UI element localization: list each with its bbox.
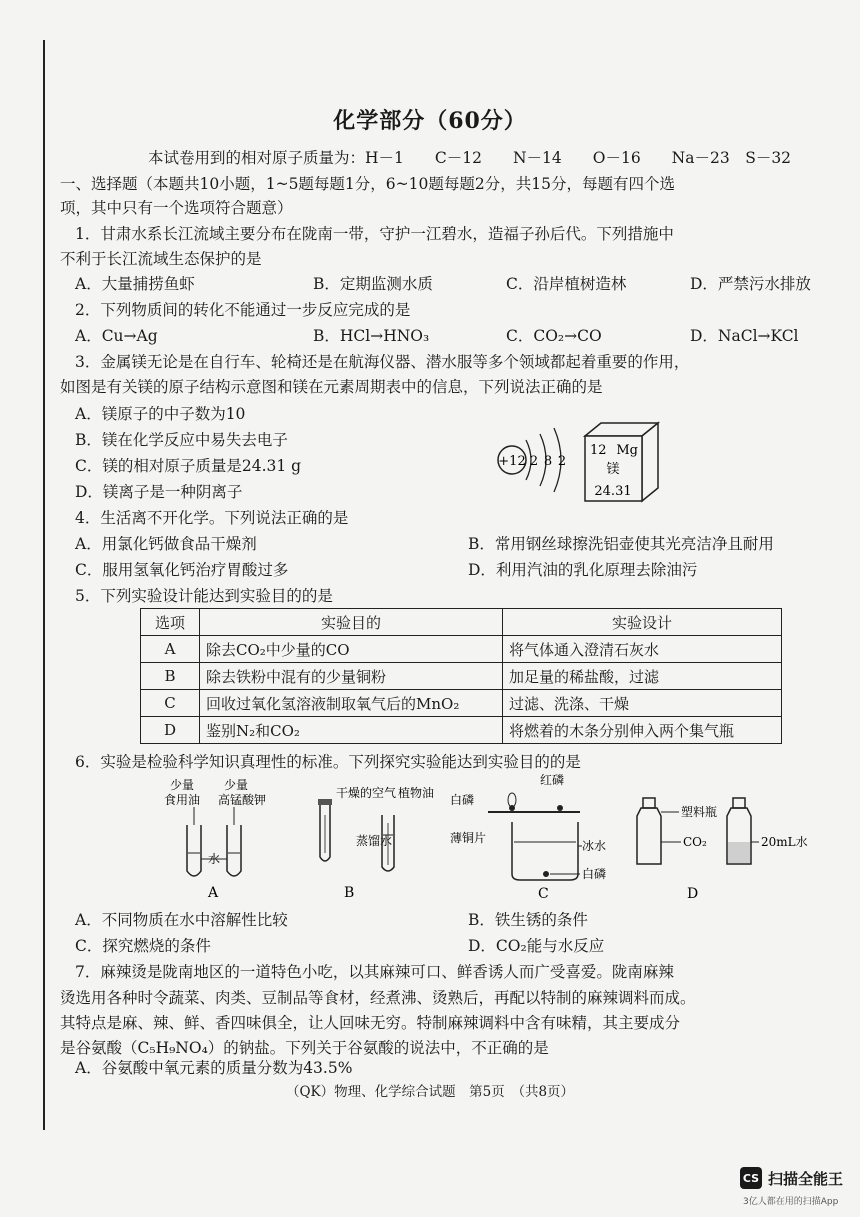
svg-text:A: A xyxy=(208,885,219,901)
atom-nucleus-charge: +12 xyxy=(498,454,526,469)
row-purpose: 回收过氧化氢溶液制取氧气后的MnO₂ xyxy=(200,690,503,717)
svg-text:蒸馏水: 蒸馏水 xyxy=(356,834,393,848)
svg-text:冰水: 冰水 xyxy=(582,839,607,853)
q6-option-b: B．铁生锈的条件 xyxy=(468,911,588,929)
scanner-watermark xyxy=(740,1167,843,1189)
shell-3-electrons: 2 xyxy=(557,454,567,469)
q7-stem-line3: 其特点是麻、辣、鲜、香四味俱全，让人回味无穷。特制麻辣调料中含有味精，其主要成分 xyxy=(60,1014,681,1032)
q3-stem-line2: 如图是有关镁的原子结构示意图和镁在元素周期表中的信息，下列说法正确的是 xyxy=(60,378,603,396)
svg-text:干燥的空气: 干燥的空气 xyxy=(336,786,397,800)
svg-text:植物油: 植物油 xyxy=(398,786,435,800)
svg-text:高锰酸钾: 高锰酸钾 xyxy=(218,793,267,807)
table-header-row xyxy=(141,609,782,636)
header-purpose: 实验目的 xyxy=(200,609,503,636)
row-option: C xyxy=(141,690,200,717)
q6-option-c: C．探究燃烧的条件 xyxy=(75,937,211,955)
svg-text:B: B xyxy=(344,885,355,901)
q4-option-b: B．常用钢丝球擦洗铝壶使其光亮洁净且耐用 xyxy=(468,535,774,553)
q1-option-d: D．严禁污水排放 xyxy=(690,275,811,293)
table-row xyxy=(141,636,782,663)
header-design: 实验设计 xyxy=(503,609,782,636)
figure-c-combustion-setup xyxy=(450,770,620,905)
binding-margin-line xyxy=(43,40,45,1130)
row-option: B xyxy=(141,663,200,690)
atomic-masses-note: 本试卷用到的相对原子质量为：H－1 C－12 N－14 O－16 Na－23 S－32 xyxy=(148,149,792,167)
svg-text:水: 水 xyxy=(208,852,221,866)
q1-stem-line1: 1．甘肃水系长江流域主要分布在陇南一带，守护一江碧水，造福子孙后代。下列措施中 xyxy=(75,225,674,243)
figure-a-solubility-tubes xyxy=(150,775,270,905)
q6-stem: 6．实验是检验科学知识真理性的标准。下列探究实验能达到实验目的的是 xyxy=(75,753,581,771)
q2-option-b: B．HCl→HNO₃ xyxy=(313,327,430,345)
svg-text:塑料瓶: 塑料瓶 xyxy=(681,805,718,819)
q4-option-a: A．用氯化钙做食品干燥剂 xyxy=(75,535,257,553)
svg-text:薄铜片: 薄铜片 xyxy=(450,831,487,845)
q1-stem-line2: 不利于长江流域生态保护的是 xyxy=(60,250,262,268)
page-footer: （QK）物理、化学综合试题 第5页 （共8页） xyxy=(285,1084,575,1100)
svg-text:食用油: 食用油 xyxy=(164,793,201,807)
q1-option-a: A．大量捕捞鱼虾 xyxy=(75,275,195,293)
svg-text:C: C xyxy=(538,886,549,902)
svg-text:白磷: 白磷 xyxy=(450,793,475,807)
svg-text:D: D xyxy=(687,886,699,902)
figure-d-co2-bottles xyxy=(625,790,815,905)
q1-option-b: B．定期监测水质 xyxy=(313,275,433,293)
q4-option-c: C．服用氢氧化钙治疗胃酸过多 xyxy=(75,561,289,579)
row-design: 将燃着的木条分别伸入两个集气瓶 xyxy=(503,717,782,744)
svg-text:红磷: 红磷 xyxy=(540,773,565,787)
svg-text:白磷: 白磷 xyxy=(582,867,607,881)
magnesium-atom-structure-diagram xyxy=(490,420,590,504)
q6-option-d: D．CO₂能与水反应 xyxy=(468,937,605,955)
scanner-app-name: 扫描全能王 xyxy=(768,1169,844,1188)
q7-stem-line4: 是谷氨酸（C₅H₉NO₄）的钠盐。下列关于谷氨酸的说法中，不正确的是 xyxy=(60,1039,549,1057)
magnesium-periodic-cell xyxy=(580,420,670,506)
svg-text:少量: 少量 xyxy=(224,778,249,792)
q2-option-d: D．NaCl→KCl xyxy=(690,327,799,345)
svg-text:CO₂: CO₂ xyxy=(683,835,707,849)
q4-option-d: D．利用汽油的乳化原理去除油污 xyxy=(468,561,698,579)
element-symbol: Mg xyxy=(616,443,638,458)
element-atomic-number: 12 xyxy=(590,443,607,458)
q7-option-a: A．谷氨酸中氧元素的质量分数为43.5% xyxy=(75,1059,353,1077)
shell-1-electrons: 2 xyxy=(529,454,539,469)
section-title: 化学部分（60分） xyxy=(333,108,527,134)
row-purpose: 鉴别N₂和CO₂ xyxy=(200,717,503,744)
q3-option-c: C．镁的相对原子质量是24.31 g xyxy=(75,457,302,475)
header-option: 选项 xyxy=(141,609,200,636)
svg-text:少量: 少量 xyxy=(170,778,195,792)
q2-option-a: A．Cu→Ag xyxy=(75,327,158,345)
q3-option-d: D．镁离子是一种阴离子 xyxy=(75,483,243,501)
section1-intro-line2: 项，其中只有一个选项符合题意） xyxy=(60,199,293,217)
section1-intro-line1: 一、选择题（本题共10小题，1~5题每题1分，6~10题每题2分，共15分，每题有四个选 xyxy=(60,175,675,193)
q5-stem: 5．下列实验设计能达到实验目的的是 xyxy=(75,587,333,605)
q3-option-b: B．镁在化学反应中易失去电子 xyxy=(75,431,288,449)
q3-option-a: A．镁原子的中子数为10 xyxy=(75,405,246,423)
scanner-logo-icon: CS xyxy=(740,1167,762,1189)
shell-2-electrons: 8 xyxy=(543,454,553,469)
scanner-tagline: 3亿人都在用的扫描App xyxy=(743,1197,839,1207)
element-atomic-mass: 24.31 xyxy=(594,484,632,499)
row-option: A xyxy=(141,636,200,663)
q7-stem-line1: 7．麻辣烫是陇南地区的一道特色小吃，以其麻辣可口、鲜香诱人而广受喜爱。陇南麻辣 xyxy=(75,963,674,981)
row-design: 过滤、洗涤、干燥 xyxy=(503,690,782,717)
q3-stem-line1: 3．金属镁无论是在自行车、轮椅还是在航海仪器、潜水服等多个领域都起着重要的作用， xyxy=(75,353,690,371)
table-row xyxy=(141,717,782,744)
row-design: 加足量的稀盐酸，过滤 xyxy=(503,663,782,690)
element-name: 镁 xyxy=(606,462,620,477)
q1-option-c: C．沿岸植树造林 xyxy=(506,275,627,293)
row-option: D xyxy=(141,717,200,744)
table-row xyxy=(141,663,782,690)
figure-b-iron-rust-tubes xyxy=(300,775,435,905)
q6-option-a: A．不同物质在水中溶解性比较 xyxy=(75,911,288,929)
table-row xyxy=(141,690,782,717)
row-design: 将气体通入澄清石灰水 xyxy=(503,636,782,663)
q2-option-c: C．CO₂→CO xyxy=(506,327,602,345)
row-purpose: 除去铁粉中混有的少量铜粉 xyxy=(200,663,503,690)
q7-stem-line2: 烫选用各种时令蔬菜、肉类、豆制品等食材，经煮沸、烫熟后，再配以特制的麻辣调料而成。 xyxy=(60,989,696,1007)
q4-stem: 4．生活离不开化学。下列说法正确的是 xyxy=(75,509,349,527)
row-purpose: 除去CO₂中少量的CO xyxy=(200,636,503,663)
q2-stem: 2．下列物质间的转化不能通过一步反应完成的是 xyxy=(75,301,411,319)
svg-text:20mL水: 20mL水 xyxy=(761,835,808,849)
q5-experiment-table xyxy=(140,608,782,744)
